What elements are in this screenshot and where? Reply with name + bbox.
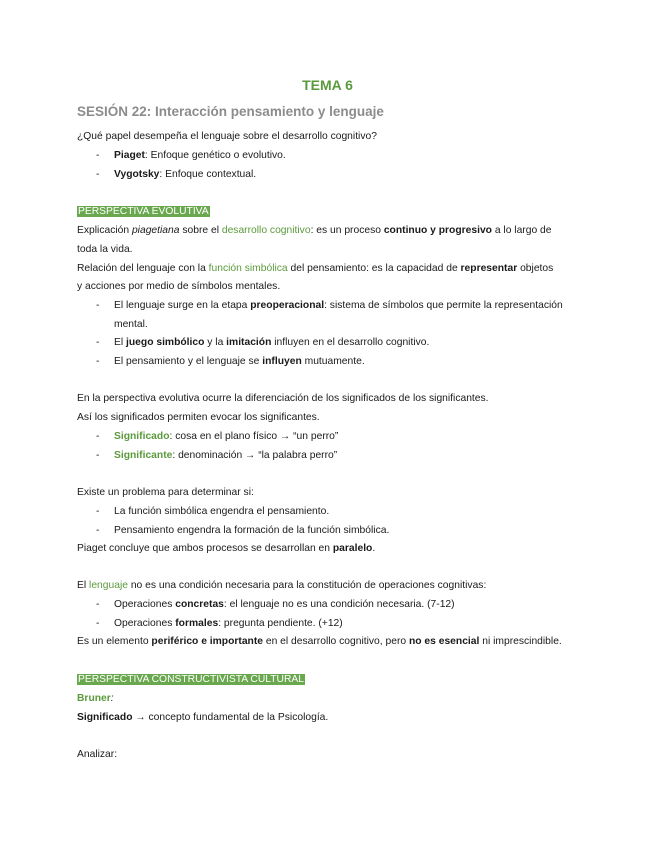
bullet-significado	[114, 430, 338, 443]
text: Explicación	[77, 225, 132, 236]
bold-text: concretas	[175, 599, 224, 610]
paragraph-line	[77, 542, 375, 555]
bullet-item: La función simbólica engendra el pensamiento.	[114, 506, 330, 517]
bold-text: influyen	[262, 356, 302, 367]
bullet-item: Pensamiento engendra la formación de la función simbólica.	[114, 525, 390, 536]
section-heading-evolutiva	[77, 205, 210, 218]
bold-text: imitación	[226, 337, 272, 348]
paragraph-line: Así los significados permiten evocar los significantes.	[77, 412, 320, 423]
bruner-label	[77, 692, 114, 705]
bullet-dash: -	[96, 300, 100, 311]
text: ni imprescindible.	[479, 636, 562, 647]
text: Operaciones	[114, 618, 176, 629]
bullet-dash: -	[96, 450, 100, 461]
text: Operaciones	[114, 599, 176, 610]
bullet-dash: -	[96, 599, 100, 610]
text: : el lenguaje no es una condición necesaria. (7-12)	[223, 599, 455, 610]
text: .	[372, 543, 376, 554]
green-text: lenguaje	[89, 580, 128, 591]
text: :	[110, 693, 114, 704]
bullet-item	[114, 598, 455, 611]
bullet-dash: -	[96, 150, 100, 161]
bullet-item	[114, 617, 343, 630]
text: : Enfoque contextual.	[159, 169, 257, 180]
paragraph-line	[77, 635, 562, 648]
paragraph-line: Analizar:	[77, 749, 118, 760]
bold-text: Piaget	[114, 150, 145, 161]
text: El pensamiento y el lenguaje se	[114, 356, 263, 367]
text: El	[114, 337, 127, 348]
bullet-dash: -	[96, 618, 100, 629]
bold-text: no es esencial	[408, 636, 480, 647]
text: → concepto fundamental de la Psicología.	[132, 712, 329, 723]
bullet-continuation: mental.	[114, 319, 148, 330]
bold-text: periférico e importante	[151, 636, 263, 647]
text: y la	[204, 337, 227, 348]
paragraph-line	[77, 579, 486, 592]
intro-question: ¿Qué papel desempeña el lenguaje sobre el desarrollo cognitivo?	[77, 131, 377, 142]
bullet-dash: -	[96, 506, 100, 517]
green-bold-text: Significado	[114, 431, 170, 442]
text: influyen en el desarrollo cognitivo.	[271, 337, 430, 348]
bold-text: juego simbólico	[126, 337, 205, 348]
green-bold-text: Significante	[114, 450, 173, 461]
paragraph-line	[77, 224, 552, 237]
text: sobre el	[179, 225, 222, 236]
paragraph-line: y acciones por medio de símbolos mentales.	[77, 281, 281, 292]
bullet-significante	[114, 449, 337, 462]
text: objetos	[517, 263, 554, 274]
bold-text: Vygotsky	[114, 169, 160, 180]
text: mutuamente.	[301, 356, 365, 367]
bullet-dash: -	[96, 431, 100, 442]
highlighted-heading: PERSPECTIVA CONSTRUCTIVISTA CULTURAL	[78, 674, 304, 685]
text: en el desarrollo cognitivo, pero	[263, 636, 409, 647]
text: El	[77, 580, 90, 591]
bullet-dash: -	[96, 356, 100, 367]
text: Relación del lenguaje con la	[77, 263, 209, 274]
bullet-dash: -	[96, 169, 100, 180]
bullet-piaget	[114, 149, 286, 162]
text: no es una condición necesaria para la constitución de operaciones cognitivas:	[127, 580, 487, 591]
green-text: desarrollo cognitivo	[221, 225, 311, 236]
paragraph-line	[77, 262, 553, 275]
bullet-item	[114, 355, 365, 368]
paragraph-line: Existe un problema para determinar si:	[77, 487, 254, 498]
paragraph-line: toda la vida.	[77, 244, 133, 255]
bold-text: formales	[175, 618, 219, 629]
text: : sistema de símbolos que permite la representación	[324, 300, 563, 311]
text: : es un proceso	[310, 225, 384, 236]
bullet-item	[114, 336, 429, 349]
bullet-dash: -	[96, 337, 100, 348]
text: Es un elemento	[77, 636, 152, 647]
text: : denominación → “la palabra perro”	[172, 450, 338, 461]
session-subtitle: SESIÓN 22: Interacción pensamiento y lenguaje	[77, 104, 384, 119]
bold-text: preoperacional	[250, 300, 325, 311]
page-title: TEMA 6	[302, 77, 353, 93]
bold-text: Significado	[77, 712, 133, 723]
bold-text: continuo y progresivo	[383, 225, 492, 236]
green-bold-text: Bruner	[77, 693, 111, 704]
paragraph-line: En la perspectiva evolutiva ocurre la diferenciación de los significados de los significantes.	[77, 393, 489, 404]
text: : pregunta pendiente. (+12)	[218, 618, 343, 629]
paragraph-line	[77, 711, 328, 724]
green-text: función simbólica	[208, 263, 288, 274]
text: El lenguaje surge en la etapa	[114, 300, 251, 311]
text: : Enfoque genético o evolutivo.	[144, 150, 286, 161]
bullet-vygotsky	[114, 168, 256, 181]
text: Piaget concluye que ambos procesos se desarrollan en	[77, 543, 333, 554]
bold-text: paralelo	[332, 543, 373, 554]
text: del pensamiento: es la capacidad de	[287, 263, 461, 274]
section-heading-constructivista	[77, 673, 305, 686]
bold-text: representar	[460, 263, 518, 274]
highlighted-heading: PERSPECTIVA EVOLUTIVA	[78, 206, 209, 217]
text: a lo largo de	[491, 225, 552, 236]
bullet-item	[114, 299, 563, 312]
italic-text: piagetiana	[131, 225, 180, 236]
text: : cosa en el plano físico → “un perro”	[169, 431, 339, 442]
bullet-dash: -	[96, 525, 100, 536]
